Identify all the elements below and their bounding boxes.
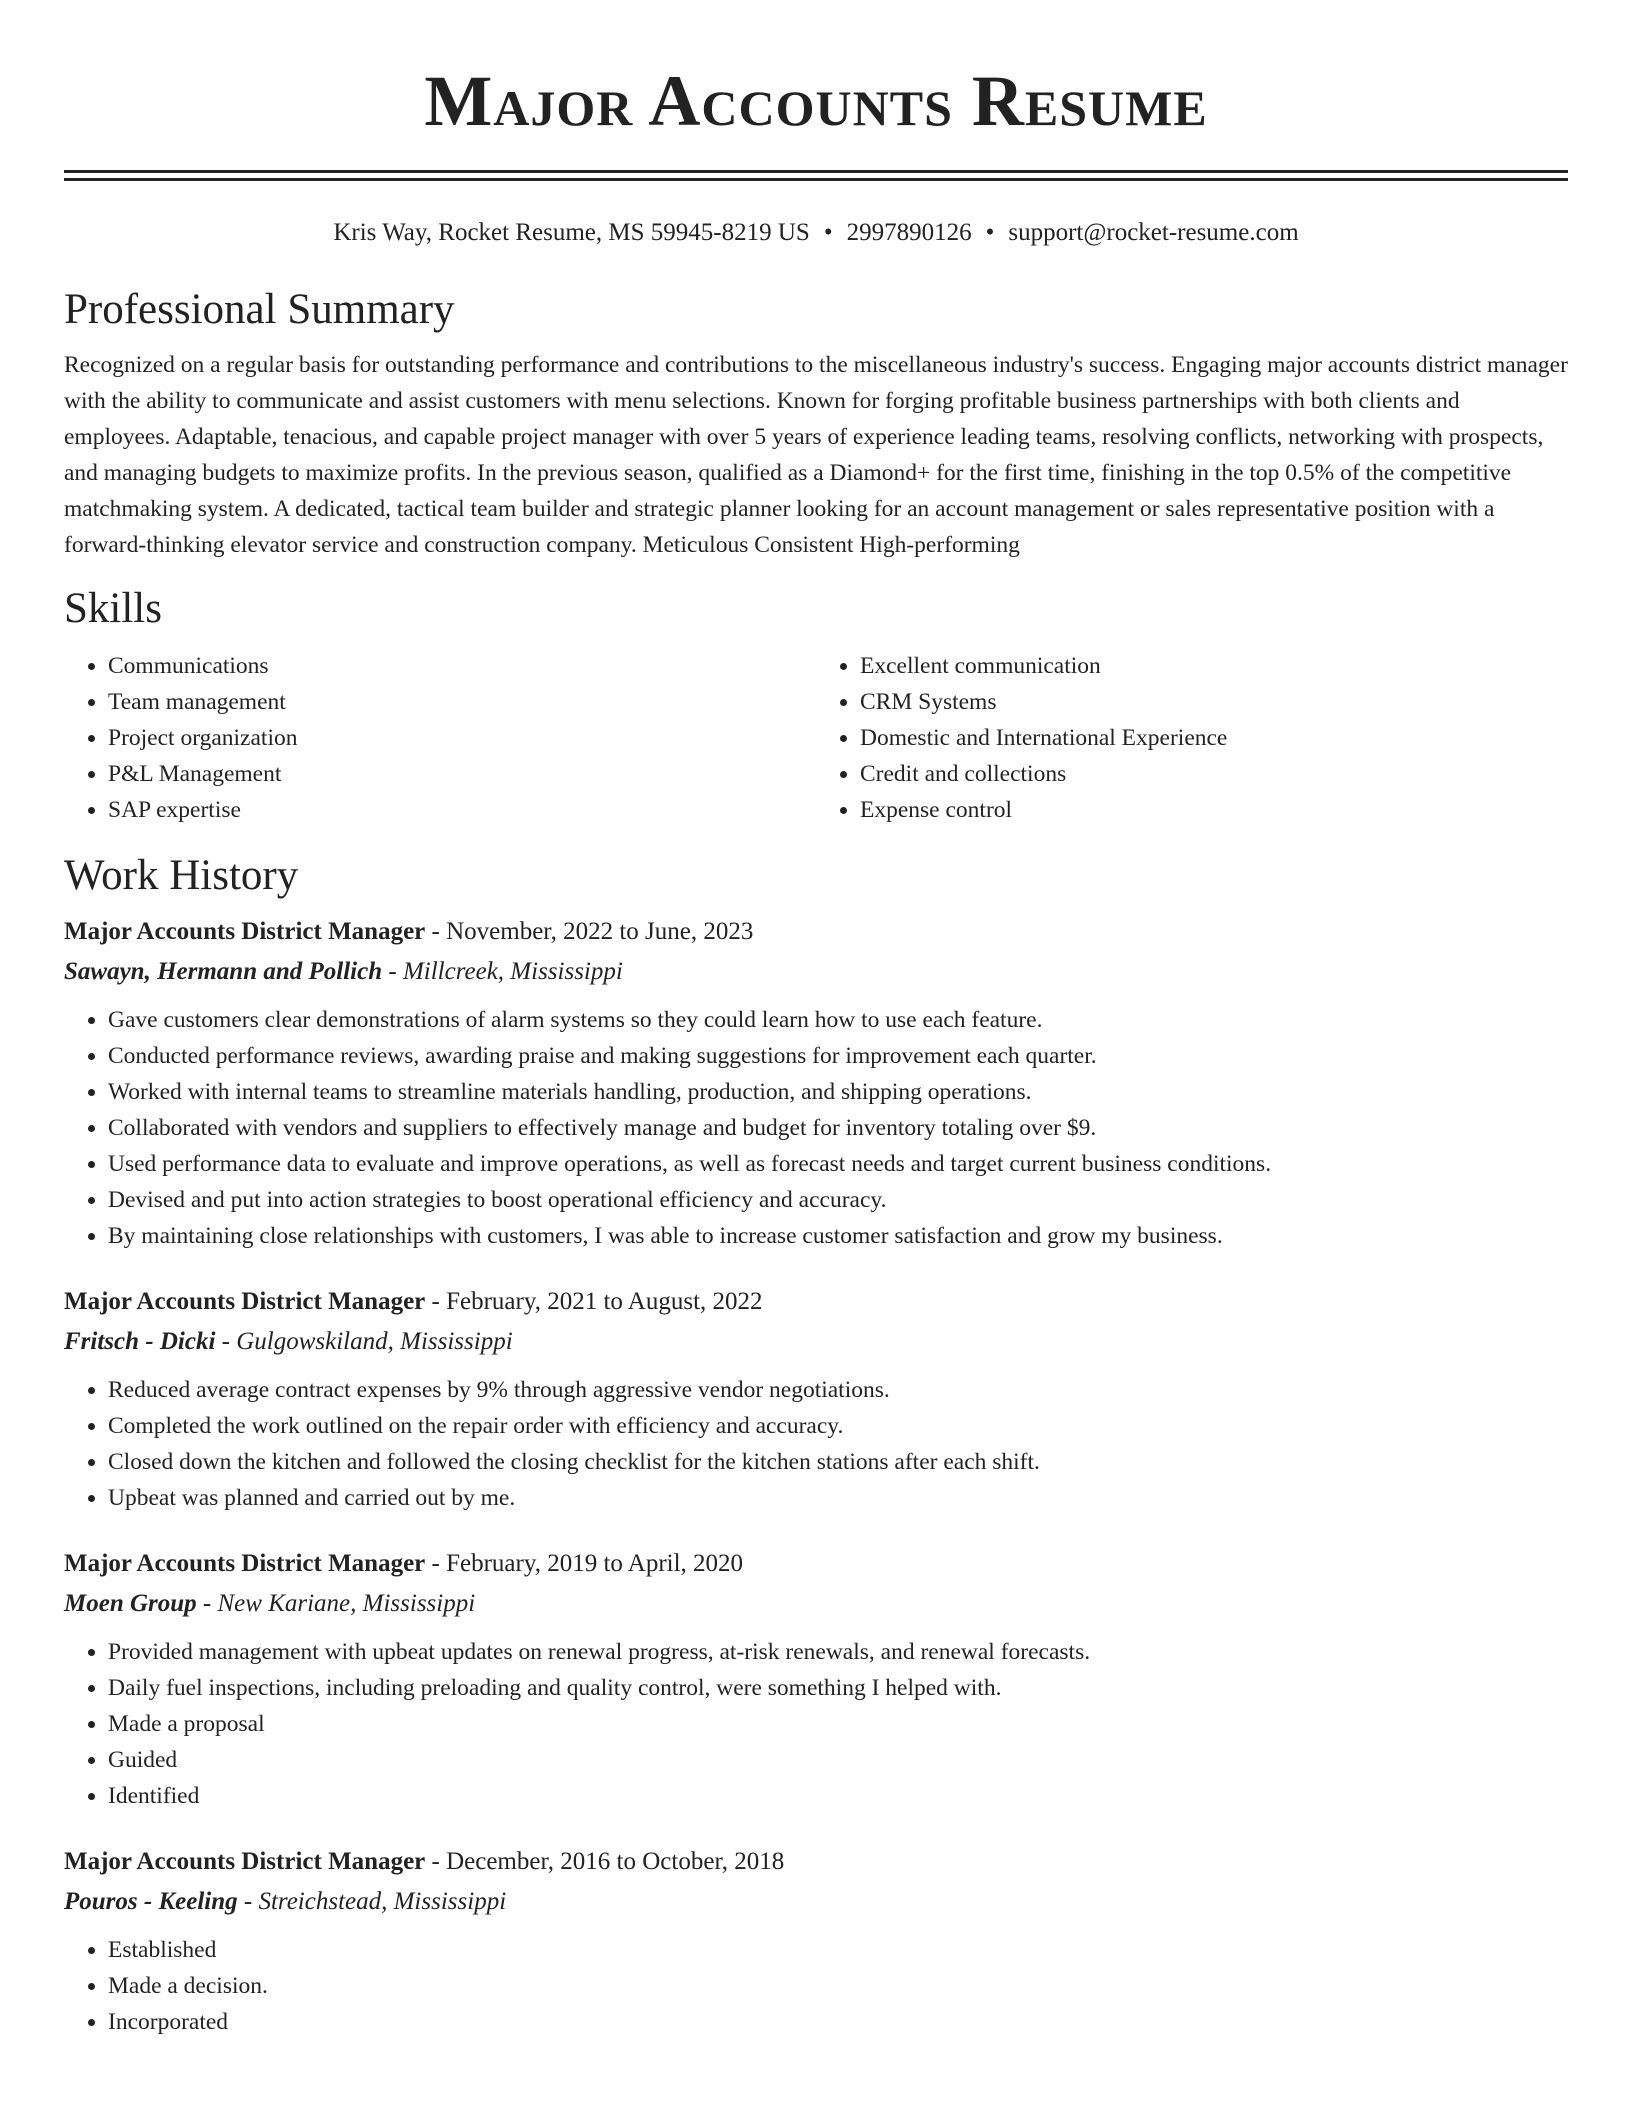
resume-page [64, 0, 1568, 2040]
job-title: Major Accounts District Manager [64, 1288, 426, 1315]
job-employer: Moen Group - New Kariane, Mississippi [64, 1590, 476, 1617]
job-bullet: • Daily fuel inspections, including preloading and quality control, were something I helped with. [108, 1670, 1568, 1706]
job-location: Gulgowskiland, Mississippi [236, 1328, 513, 1355]
job-bullet: • Devised and put into action strategies to boost operational efficiency and accuracy. [108, 1182, 1568, 1218]
skills-list-left [64, 648, 816, 828]
skills-heading: Skills [64, 585, 162, 632]
job-bullet: • Used performance data to evaluate and improve operations, as well as forecast needs and target current business conditions. [108, 1146, 1568, 1182]
job-header: Major Accounts District Manager - November, 2022 to June, 2023 [64, 918, 754, 945]
job-bullet: • Incorporated [108, 2004, 1568, 2040]
job-dates: November, 2022 to June, 2023 [446, 918, 754, 945]
skill-item: • Project organization [108, 720, 816, 756]
skill-item: • Expense control [860, 792, 1568, 828]
work-history-heading: Work History [64, 852, 299, 899]
job-dates: February, 2019 to April, 2020 [446, 1550, 744, 1577]
resume-title: Major Accounts Resume [424, 61, 1208, 141]
job-entry [64, 1544, 1568, 1814]
skill-item: • P&L Management [108, 756, 816, 792]
job-bullets [64, 1002, 1568, 1254]
skill-item: • Team management [108, 684, 816, 720]
job-header: Major Accounts District Manager - February, 2021 to August, 2022 [64, 1288, 763, 1315]
job-bullet: • Gave customers clear demonstrations of alarm systems so they could learn how to use each feature. [108, 1002, 1568, 1038]
job-title: Major Accounts District Manager [64, 1550, 426, 1577]
contact-line [64, 217, 1568, 249]
job-title: Major Accounts District Manager [64, 918, 426, 945]
skill-item: • Communications [108, 648, 816, 684]
job-header: Major Accounts District Manager - February, 2019 to April, 2020 [64, 1550, 744, 1577]
title-divider [64, 170, 1568, 181]
skills-list-right [816, 648, 1568, 828]
contact-separator: • [823, 219, 833, 246]
job-bullet: • Established [108, 1932, 1568, 1968]
job-location: Streichstead, Mississippi [258, 1888, 507, 1915]
job-bullet: • Guided [108, 1742, 1568, 1778]
skill-item: • Excellent communication [860, 648, 1568, 684]
job-company: Fritsch - Dicki [64, 1328, 216, 1355]
job-bullet: • Completed the work outlined on the repair order with efficiency and accuracy. [108, 1408, 1568, 1444]
summary-text: Recognized on a regular basis for outstanding performance and contributions to the miscellaneous industry's success. Engaging major accounts district manager with the ability to communicate and assist customers with menu selections. Known for forging profitable business partnerships with both clients and employees. Adaptable, tenacious, and capable project manager with over 5 years of experience leading teams, resolving conflicts, networking with prospects, and managing budgets to maximize profits. In the previous season, qualified as a Diamond+ for the first time, finishing in the top 0.5% of the competitive matchmaking system. A dedicated, tactical team builder and strategic planner looking for an account management or sales representative position with a forward-thinking elevator service and construction company. Meticulous Consistent High-performing [64, 352, 1568, 558]
contact-address: Kris Way, Rocket Resume, MS 59945-8219 US [333, 219, 810, 246]
job-bullet: • Conducted performance reviews, awarding praise and making suggestions for improvement each quarter. [108, 1038, 1568, 1074]
skill-item: • Credit and collections [860, 756, 1568, 792]
job-bullet: • By maintaining close relationships with customers, I was able to increase customer satisfaction and grow my business. [108, 1218, 1568, 1254]
job-company: Sawayn, Hermann and Pollich [64, 958, 383, 985]
job-company: Pouros - Keeling [64, 1888, 238, 1915]
job-employer: Fritsch - Dicki - Gulgowskiland, Mississippi [64, 1328, 513, 1355]
job-bullet: • Identified [108, 1778, 1568, 1814]
skill-item: • SAP expertise [108, 792, 816, 828]
job-entry [64, 1842, 1568, 2040]
job-bullets [64, 1372, 1568, 1516]
job-bullet: • Upbeat was planned and carried out by me. [108, 1480, 1568, 1516]
skill-item: • Domestic and International Experience [860, 720, 1568, 756]
skills-grid [64, 648, 1568, 828]
job-bullet: • Provided management with upbeat updates on renewal progress, at-risk renewals, and renewal forecasts. [108, 1634, 1568, 1670]
job-bullets [64, 1634, 1568, 1814]
contact-separator: • [985, 219, 995, 246]
job-bullet: • Worked with internal teams to streamline materials handling, production, and shipping operations. [108, 1074, 1568, 1110]
job-location: Millcreek, Mississippi [402, 958, 623, 985]
contact-email[interactable]: support@rocket-resume.com [1008, 219, 1299, 246]
job-title: Major Accounts District Manager [64, 1848, 426, 1875]
job-dates: December, 2016 to October, 2018 [446, 1848, 785, 1875]
contact-phone: 2997890126 [846, 219, 972, 246]
job-employer: Sawayn, Hermann and Pollich - Millcreek, Mississippi [64, 958, 623, 985]
job-bullet: • Collaborated with vendors and suppliers to effectively manage and budget for inventory totaling over $9. [108, 1110, 1568, 1146]
job-entry [64, 1282, 1568, 1516]
job-entry [64, 912, 1568, 1254]
job-header: Major Accounts District Manager - December, 2016 to October, 2018 [64, 1848, 785, 1875]
job-bullets [64, 1932, 1568, 2040]
job-bullet: • Reduced average contract expenses by 9% through aggressive vendor negotiations. [108, 1372, 1568, 1408]
skill-item: • CRM Systems [860, 684, 1568, 720]
job-location: New Kariane, Mississippi [217, 1590, 476, 1617]
job-bullet: • Closed down the kitchen and followed the closing checklist for the kitchen stations after each shift. [108, 1444, 1568, 1480]
job-bullet: • Made a decision. [108, 1968, 1568, 2004]
job-dates: February, 2021 to August, 2022 [446, 1288, 763, 1315]
job-employer: Pouros - Keeling - Streichstead, Mississippi [64, 1888, 507, 1915]
job-bullet: • Made a proposal [108, 1706, 1568, 1742]
summary-heading: Professional Summary [64, 286, 455, 333]
job-company: Moen Group [64, 1590, 197, 1617]
